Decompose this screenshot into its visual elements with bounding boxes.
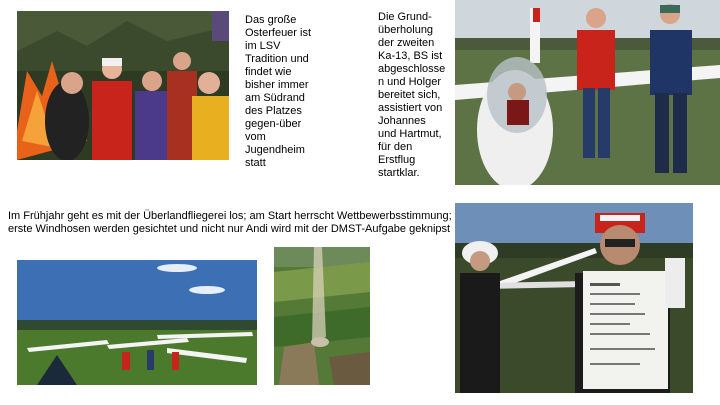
dust-devil-aerial-photo bbox=[274, 247, 370, 385]
dmst-task-photo bbox=[455, 203, 693, 393]
caption-osterfeuer: Das große Osterfeuer ist im LSV Tradition und findet wie bisher immer am Südrand des Platzes gegen-über vom Jugendheim statt bbox=[245, 14, 312, 169]
caption-grunduberholung: Die Grund- überholung der zweiten Ka-13, BS ist abgeschlosse n und Holger bereitet sich, assistiert von Johannes und Hartmut, für den Erstflug startklar. bbox=[378, 11, 446, 179]
easter-bonfire-photo bbox=[17, 11, 229, 160]
caption-fruehjahr: Im Frühjahr geht es mit der Überlandfliegerei los; am Start herrscht Wettbewerbsstimmung; erste Windhosen werden gesichtet und nicht nur Andi wird mit der DMST-Aufgabe geknipst bbox=[8, 210, 452, 235]
airfield-start-photo bbox=[17, 260, 257, 385]
glider-cockpit-photo bbox=[455, 0, 720, 185]
